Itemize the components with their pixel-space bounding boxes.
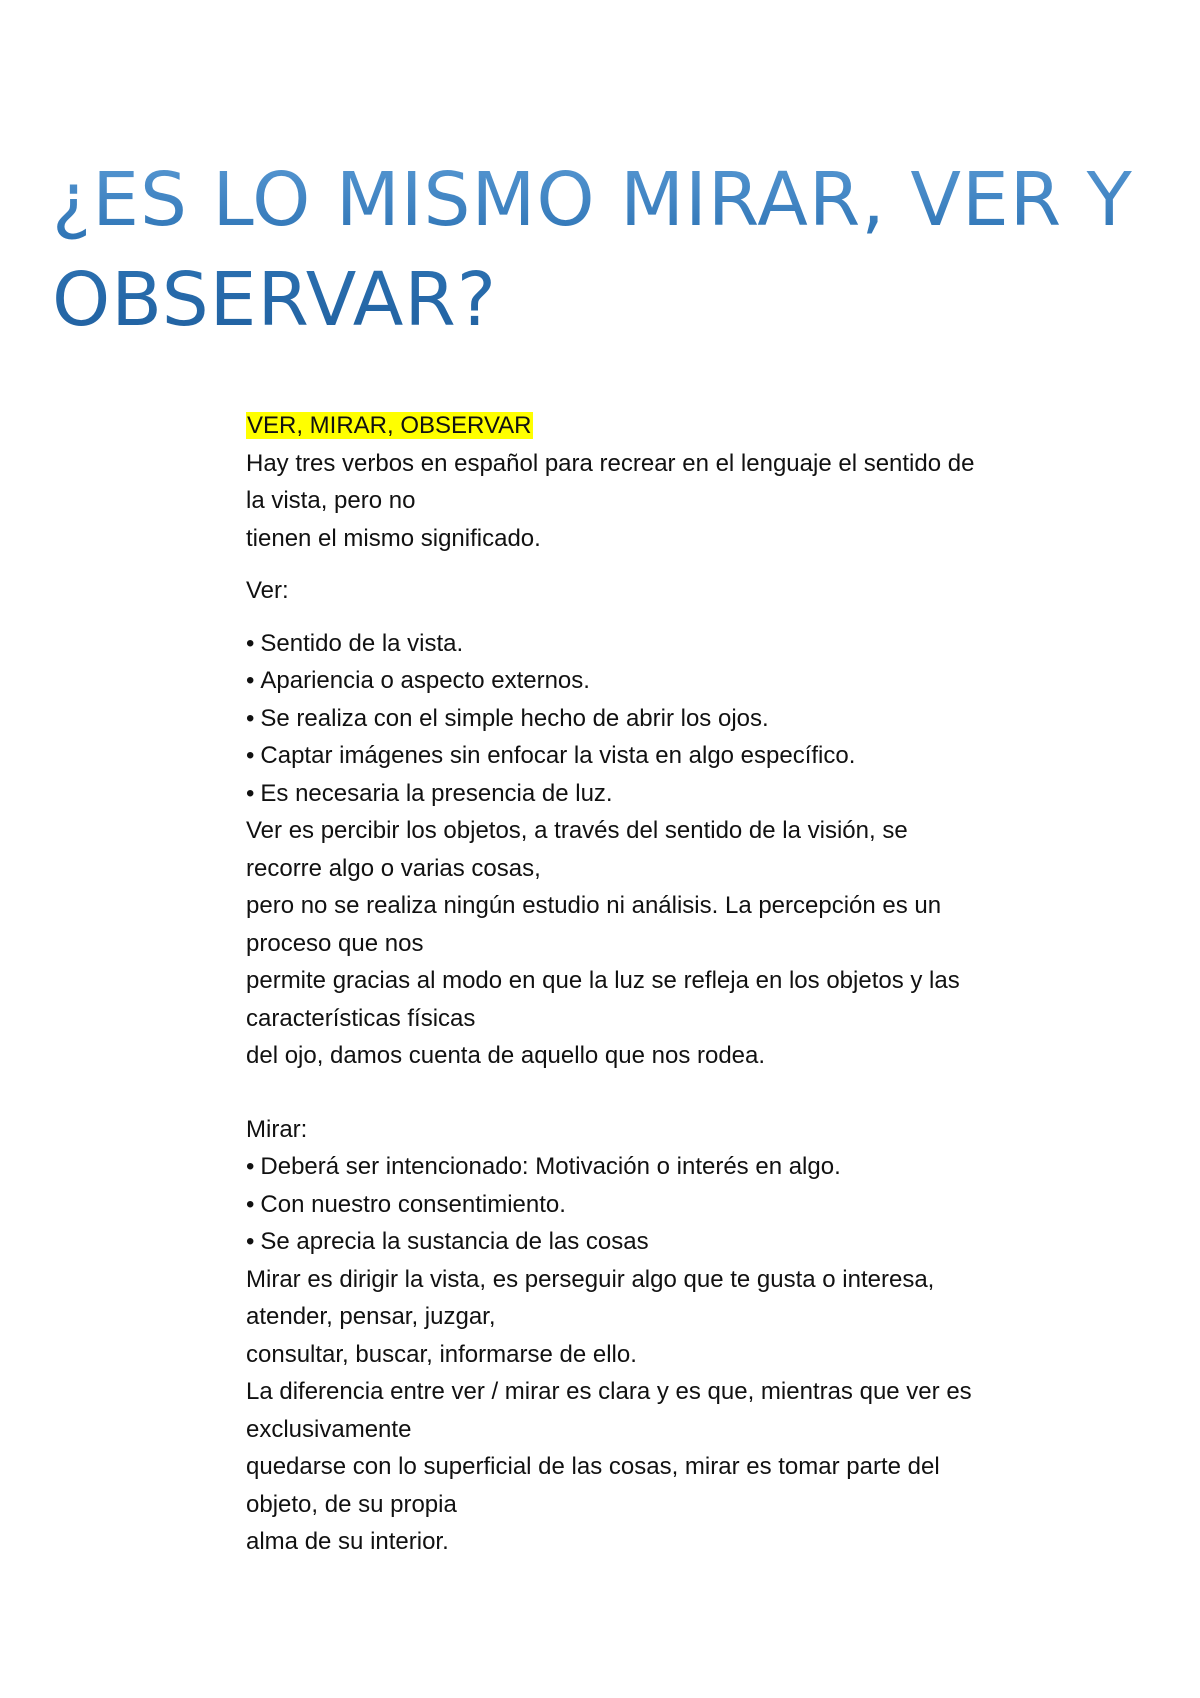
- ver-bullet: [246, 737, 1046, 775]
- ver-paragraph-line: características físicas: [246, 1004, 476, 1032]
- mirar-paragraph-line: objeto, de su propia: [246, 1490, 457, 1518]
- document-body: [246, 407, 1046, 1561]
- title-line: ¿ES LO MISMO MIRAR, VER Y: [52, 157, 1133, 243]
- highlighted-heading: VER, MIRAR, OBSERVAR: [247, 412, 532, 439]
- bullet-text: Es necesaria la presencia de luz.: [260, 779, 613, 807]
- bullet-icon: •: [246, 1153, 255, 1180]
- bullet-text: Se realiza con el simple hecho de abrir los ojos.: [260, 704, 769, 732]
- bullet-icon: •: [246, 1228, 255, 1255]
- ver-paragraph-line: del ojo, damos cuenta de aquello que nos rodea.: [246, 1042, 766, 1069]
- ver-bullet: [246, 775, 1046, 813]
- bullet-text: Con nuestro consentimiento.: [260, 1190, 566, 1218]
- bullet-text: Se aprecia la sustancia de las cosas: [260, 1228, 649, 1255]
- ver-paragraph-line: recorre algo o varias cosas,: [246, 854, 541, 882]
- mirar-paragraph-line: consultar, buscar, informarse de ello.: [246, 1340, 637, 1368]
- bullet-icon: •: [246, 779, 255, 807]
- ver-bullet: [246, 700, 1046, 738]
- intro-line: Hay tres verbos en español para recrear en el lenguaje el sentido de: [246, 449, 975, 477]
- mirar-bullet: [246, 1148, 1046, 1186]
- bullet-icon: •: [246, 742, 255, 769]
- mirar-paragraph-line: Mirar es dirigir la vista, es perseguir algo que te gusta o interesa,: [246, 1265, 935, 1293]
- bullet-text: Deberá ser intencionado: Motivación o interés en algo.: [260, 1153, 841, 1180]
- ver-bullet: [246, 662, 1046, 700]
- bullet-text: Apariencia o aspecto externos.: [260, 667, 590, 694]
- ver-paragraph-line: pero no se realiza ningún estudio ni análisis. La percepción es un: [246, 892, 942, 919]
- title-line: OBSERVAR?: [52, 257, 498, 343]
- mirar-paragraph-line: atender, pensar, juzgar,: [246, 1303, 496, 1330]
- ver-paragraph-line: permite gracias al modo en que la luz se refleja en los objetos y las: [246, 967, 960, 994]
- mirar-label: Mirar:: [246, 1115, 308, 1143]
- bullet-icon: •: [246, 1190, 255, 1218]
- intro-line: la vista, pero no: [246, 487, 416, 514]
- ver-bullet: [246, 625, 1046, 663]
- ver-paragraph-line: Ver es percibir los objetos, a través del sentido de la visión, se: [246, 817, 908, 844]
- bullet-icon: •: [246, 667, 255, 694]
- bullet-icon: •: [246, 629, 255, 657]
- bullet-icon: •: [246, 704, 255, 732]
- intro-line: tienen el mismo significado.: [246, 524, 541, 552]
- ver-paragraph-line: proceso que nos: [246, 929, 424, 957]
- bullet-text: Captar imágenes sin enfocar la vista en algo específico.: [260, 742, 856, 769]
- bullet-text: Sentido de la vista.: [260, 629, 464, 657]
- mirar-paragraph-line: alma de su interior.: [246, 1528, 449, 1555]
- ver-label: Ver:: [246, 577, 289, 604]
- section-heading: [246, 407, 1046, 445]
- mirar-paragraph-line: La diferencia entre ver / mirar es clara y es que, mientras que ver es: [246, 1378, 972, 1405]
- page-title: [52, 150, 1162, 350]
- mirar-bullet: [246, 1186, 1046, 1224]
- mirar-bullet: [246, 1223, 1046, 1261]
- mirar-paragraph-line: quedarse con lo superficial de las cosas, mirar es tomar parte del: [246, 1453, 940, 1480]
- mirar-paragraph-line: exclusivamente: [246, 1415, 412, 1443]
